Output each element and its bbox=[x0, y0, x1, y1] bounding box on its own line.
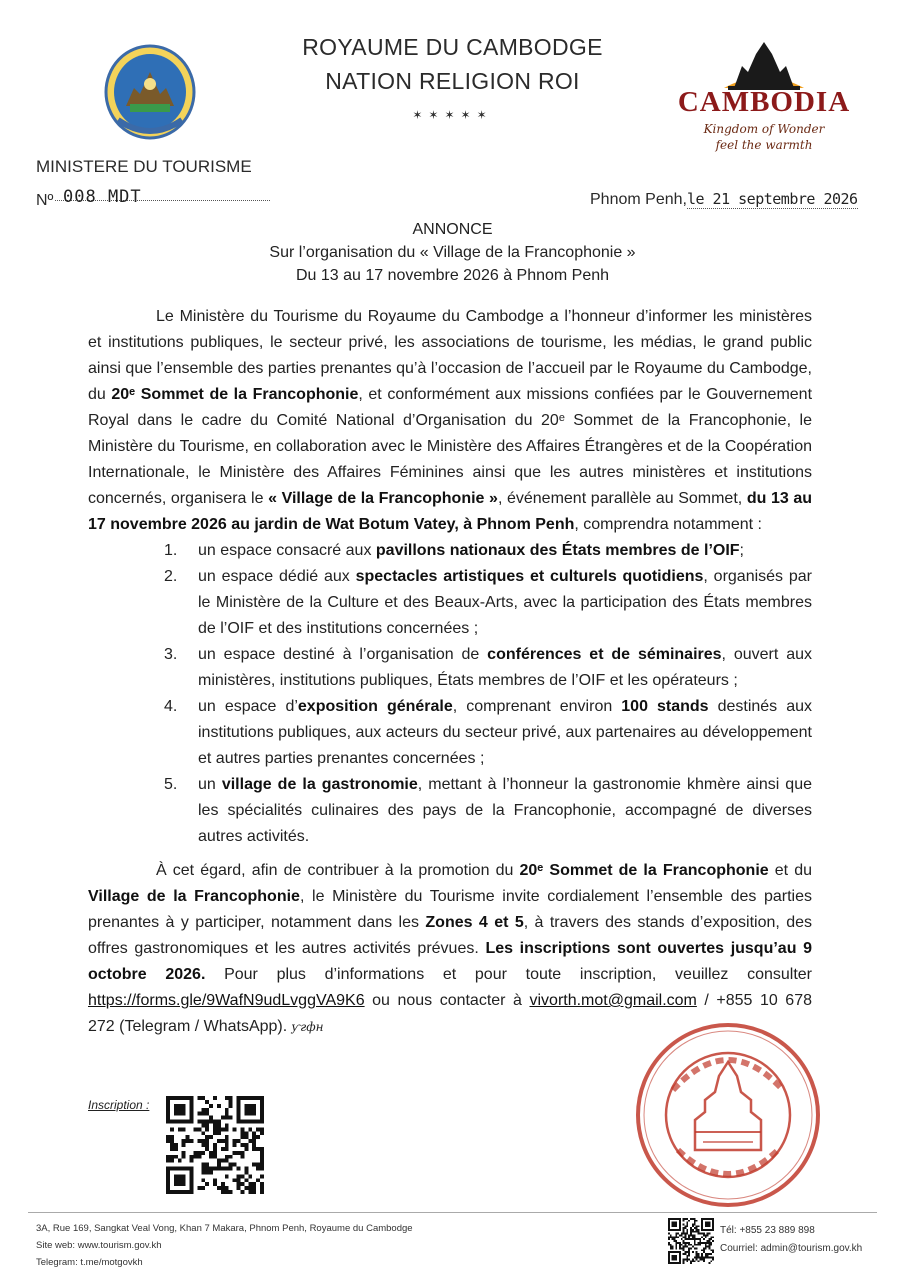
number-value: 008 MDT bbox=[63, 187, 142, 207]
list-item: 3. un espace destiné à l’organisation de conférences et de séminaires, ouvert aux ministères, institutions publiques, États membres de l’OIF et les opérateurs ; bbox=[164, 646, 812, 689]
footer-phone: Tél: +855 23 889 898 bbox=[720, 1225, 815, 1236]
title-line-2: Sur l’organisation du « Village de la Francophonie » bbox=[269, 244, 636, 261]
cambodia-brand-logo bbox=[664, 36, 864, 156]
footer-website: Site web: www.tourism.gov.kh bbox=[36, 1240, 162, 1251]
feature-list bbox=[88, 538, 812, 850]
date-value: le 21 septembre 2026 bbox=[686, 190, 858, 208]
paragraph-1: Le Ministère du Tourisme du Royaume du Cambodge a l’honneur d’informer les ministères et institutions publiques, le secteur privé, les associations de tourisme, les médias, le grand public ainsi que l’ensemble des parties prenantes qu’à l’occasion de l’accueil par le Royaume du Cambodge, du 20ᵉ Sommet de la Francophonie, et conformément aux missions confiées par le Gouvernement Royal dans le cadre du Comité National d’Organisation du 20ᵉ Sommet de la Francophonie, le Ministère du Tourisme, en collaboration avec le Ministère des Affaires Étrangères et de la Coopération Internationale, le Ministère des Affaires Féminines ainsi que les autres ministères et institutions concernés, organisera le « Village de la Francophonie », événement parallèle au Sommet, du 13 au 17 novembre 2026 au jardin de Wat Botum Vatey, à Phnom Penh, comprendra notamment : bbox=[88, 308, 813, 533]
brand-word: CAMBODIA bbox=[677, 86, 851, 118]
date-prefix: Phnom Penh, bbox=[590, 191, 687, 208]
list-item: 5. un village de la gastronomie, mettant à l’honneur la gastronomie khmère ainsi que les spécialités culinaires des pays de la Francophonie, accompagné de diverses autres activités. bbox=[164, 776, 812, 845]
list-item: 2. un espace dédié aux spectacles artistiques et culturels quotidiens, organisés par le Ministère de la Culture et des Beaux-Arts, avec la participation des États membres de l’OIF et des institutions concernées ; bbox=[164, 568, 812, 637]
footer-email: Courriel: admin@tourism.gov.kh bbox=[720, 1243, 863, 1254]
contact-email-link[interactable]: vivorth.mot@gmail.com bbox=[529, 992, 697, 1009]
place-date bbox=[590, 190, 858, 209]
inscription-label: Inscription : bbox=[88, 1098, 150, 1112]
ornament-stars: ✶✶✶✶✶ bbox=[412, 108, 493, 122]
footer-address: 3A, Rue 169, Sangkat Veal Vong, Khan 7 Makara, Phnom Penh, Royaume du Cambodge bbox=[36, 1223, 413, 1234]
brand-tagline-2: feel the warmth bbox=[715, 138, 813, 152]
list-item: 1. un espace consacré aux pavillons nationaux des États membres de l’OIF; bbox=[164, 542, 744, 559]
title-line-1: ANNONCE bbox=[412, 221, 493, 238]
number-prefix: Nº bbox=[36, 192, 54, 209]
motto-heading: NATION RELIGION ROI bbox=[325, 68, 580, 94]
footer-divider bbox=[28, 1212, 877, 1213]
official-stamp bbox=[633, 1020, 823, 1210]
inscription-qr-code[interactable] bbox=[166, 1096, 264, 1194]
footer-telegram: Telegram: t.me/motgovkh bbox=[36, 1257, 143, 1268]
footer-contact-right bbox=[720, 1222, 862, 1258]
reference-number bbox=[36, 187, 270, 210]
handwritten-initials: ƴгфн bbox=[291, 1020, 324, 1034]
footer-contact-left bbox=[36, 1220, 413, 1271]
brand-tagline-1: Kingdom of Wonder bbox=[703, 122, 825, 136]
announcement-title bbox=[0, 218, 905, 287]
footer-qr-code[interactable] bbox=[668, 1218, 714, 1264]
list-item: 4. un espace d’exposition générale, comprenant environ 100 stands destinés aux institutions publiques, aux acteurs du secteur privé, aux partenaires au développement et autres parties prenantes concernées ; bbox=[164, 698, 813, 767]
kingdom-heading: ROYAUME DU CAMBODGE bbox=[302, 34, 603, 60]
registration-link[interactable]: https://forms.gle/9WafN9udLvggVA9K6 bbox=[88, 992, 365, 1009]
title-line-3: Du 13 au 17 novembre 2026 à Phnom Penh bbox=[295, 267, 610, 284]
ministry-name: MINISTERE DU TOURISME bbox=[36, 157, 252, 176]
announcement-body bbox=[88, 304, 812, 1040]
paragraph-2: À cet égard, afin de contribuer à la promotion du 20ᵉ Sommet de la Francophonie et du Village de la Francophonie, le Ministère du Tourisme invite cordialement l’ensemble des parties prenantes à y participer, notamment dans les Zones 4 et 5, à travers des stands d’exposition, des offres gastronomiques et les autres activités prévues. Les inscriptions sont ouvertes jusqu’au 9 octobre 2026. Pour plus d’informations et pour toute inscription, veuillez consulter https://forms.gle/9WafN9udLvggVA9K6 ou nous contacter à vivorth.mot@gmail.com / +855 10 678 272 (Telegram / WhatsApp). ƴгфн bbox=[88, 862, 813, 1035]
